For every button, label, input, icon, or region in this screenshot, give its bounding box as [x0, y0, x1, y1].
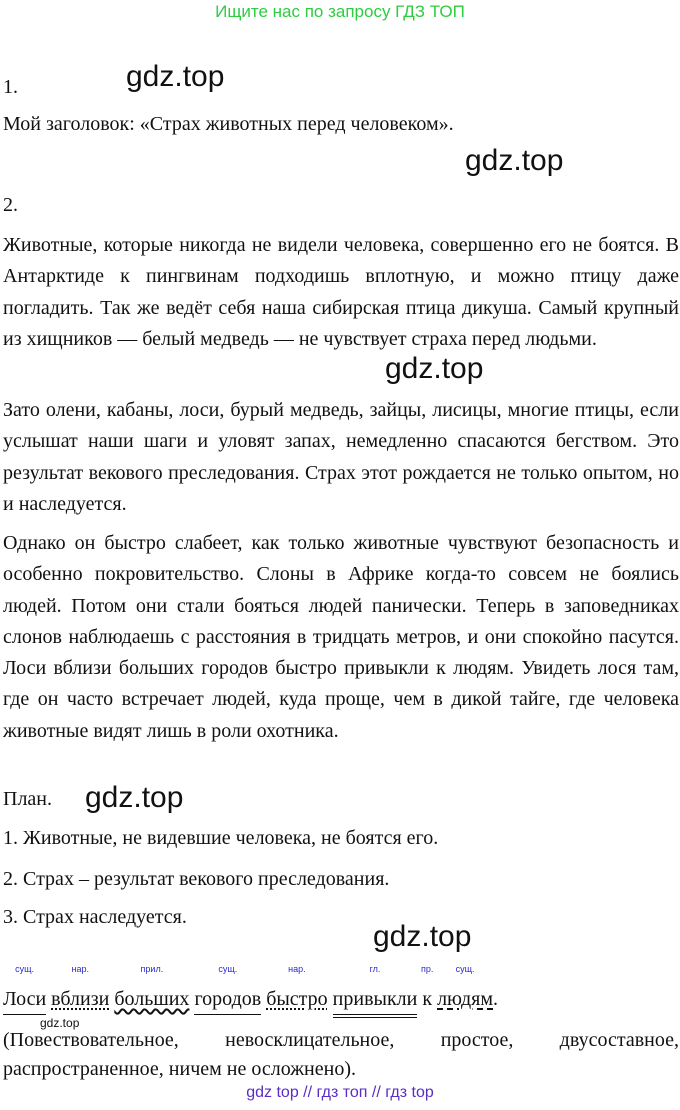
- task-2-number: 2.: [3, 194, 18, 216]
- footer-link-gdz-top[interactable]: gdz top: [246, 1084, 299, 1101]
- watermark-small: gdz.top: [40, 1016, 80, 1030]
- plan-item-3: 3. Страх наследуется.: [3, 906, 187, 928]
- task-1-number: 1.: [3, 76, 18, 98]
- plan-item-1: 1. Животные, не видевшие человека, не боятся его.: [3, 827, 439, 849]
- watermark: gdz.top: [126, 60, 225, 93]
- watermark: gdz.top: [465, 144, 564, 177]
- watermark: gdz.top: [373, 920, 472, 953]
- parsed-sentence: [3, 964, 680, 1018]
- task-1-answer: Мой заголовок: «Страх животных перед человеком».: [3, 113, 454, 135]
- sentence-description-line-2: распространенное, ничем не осложнено).: [3, 1058, 356, 1080]
- word-preposition: пр. к: [421, 964, 434, 1010]
- pos-tag: прил.: [140, 964, 164, 974]
- paragraph-1: Животные, которые никогда не видели человека, совершенно его не боятся. В Антарктиде к пингвинам подходишь вплотную, и можно птицу даже погладить. Так же ведёт себя наша сибирская птица дикуша. Самый крупный из хищников — белый медведь — не чувствует страха перед людьми.: [3, 234, 679, 350]
- watermark: gdz.top: [385, 352, 484, 385]
- pos-tag: сущ.: [15, 964, 35, 974]
- pos-tag: пр.: [421, 964, 434, 974]
- pos-tag: гл.: [369, 964, 381, 974]
- watermark: gdz.top: [85, 781, 184, 814]
- footer-links: [0, 1084, 680, 1102]
- pos-tag: нар.: [71, 964, 89, 974]
- plan-item-2: 2. Страх – результат векового преследования.: [3, 868, 390, 890]
- sentence-description-line-1: (Повествовательное, невосклицательное, простое, двусоставное,: [3, 1029, 679, 1051]
- word-adverbial: нар. быстро: [266, 964, 328, 1010]
- sentence-end-mark: .: [493, 988, 499, 1010]
- paragraph-2: Зато олени, кабаны, лоси, бурый медведь, зайцы, лисицы, многие птицы, если услышат наши шаги и уловят запах, немедленно спасаются бегством. Это результат векового преследования. Страх этот рождается не только опытом, но и наследуется.: [3, 399, 679, 515]
- pos-tag: нар.: [288, 964, 306, 974]
- footer-link-gdz-top-ru[interactable]: гдз топ: [316, 1084, 368, 1101]
- word-attribute: прил. больших: [114, 964, 190, 1010]
- footer-link-gdz-top-mixed[interactable]: гдз top: [385, 1084, 434, 1101]
- pos-tag: сущ.: [218, 964, 238, 974]
- footer-separator: //: [371, 1084, 381, 1101]
- search-hint-link[interactable]: Ищите нас по запросу ГДЗ ТОП: [215, 2, 465, 21]
- pos-tag: сущ.: [455, 964, 475, 974]
- paragraph-3: Однако он быстро слабеет, как только животные чувствуют безопасность и особенно покровительство. Слоны в Африке когда-то совсем не боялись людей. Потом они стали бояться людей панически. Теперь в заповедниках слонов наблюдаешь с расстояния в тридцать метров, и они спокойно пасутся. Лоси вблизи больших городов быстро привыкли к людям. Увидеть лося там, где он часто встречает людей, куда проще, чем в дикой тайге, где человека животные видят лишь в роли охотника.: [3, 532, 679, 742]
- footer-separator: //: [303, 1084, 313, 1101]
- plan-title: План.: [3, 788, 53, 810]
- word-subject: сущ. Лоси: [3, 984, 46, 1015]
- word-adverbial: нар. вблизи: [51, 964, 110, 1010]
- word-noun: сущ. городов: [194, 984, 261, 1015]
- word-predicate: гл. привыкли: [333, 984, 418, 1018]
- word-object: сущ. людям: [437, 964, 494, 1010]
